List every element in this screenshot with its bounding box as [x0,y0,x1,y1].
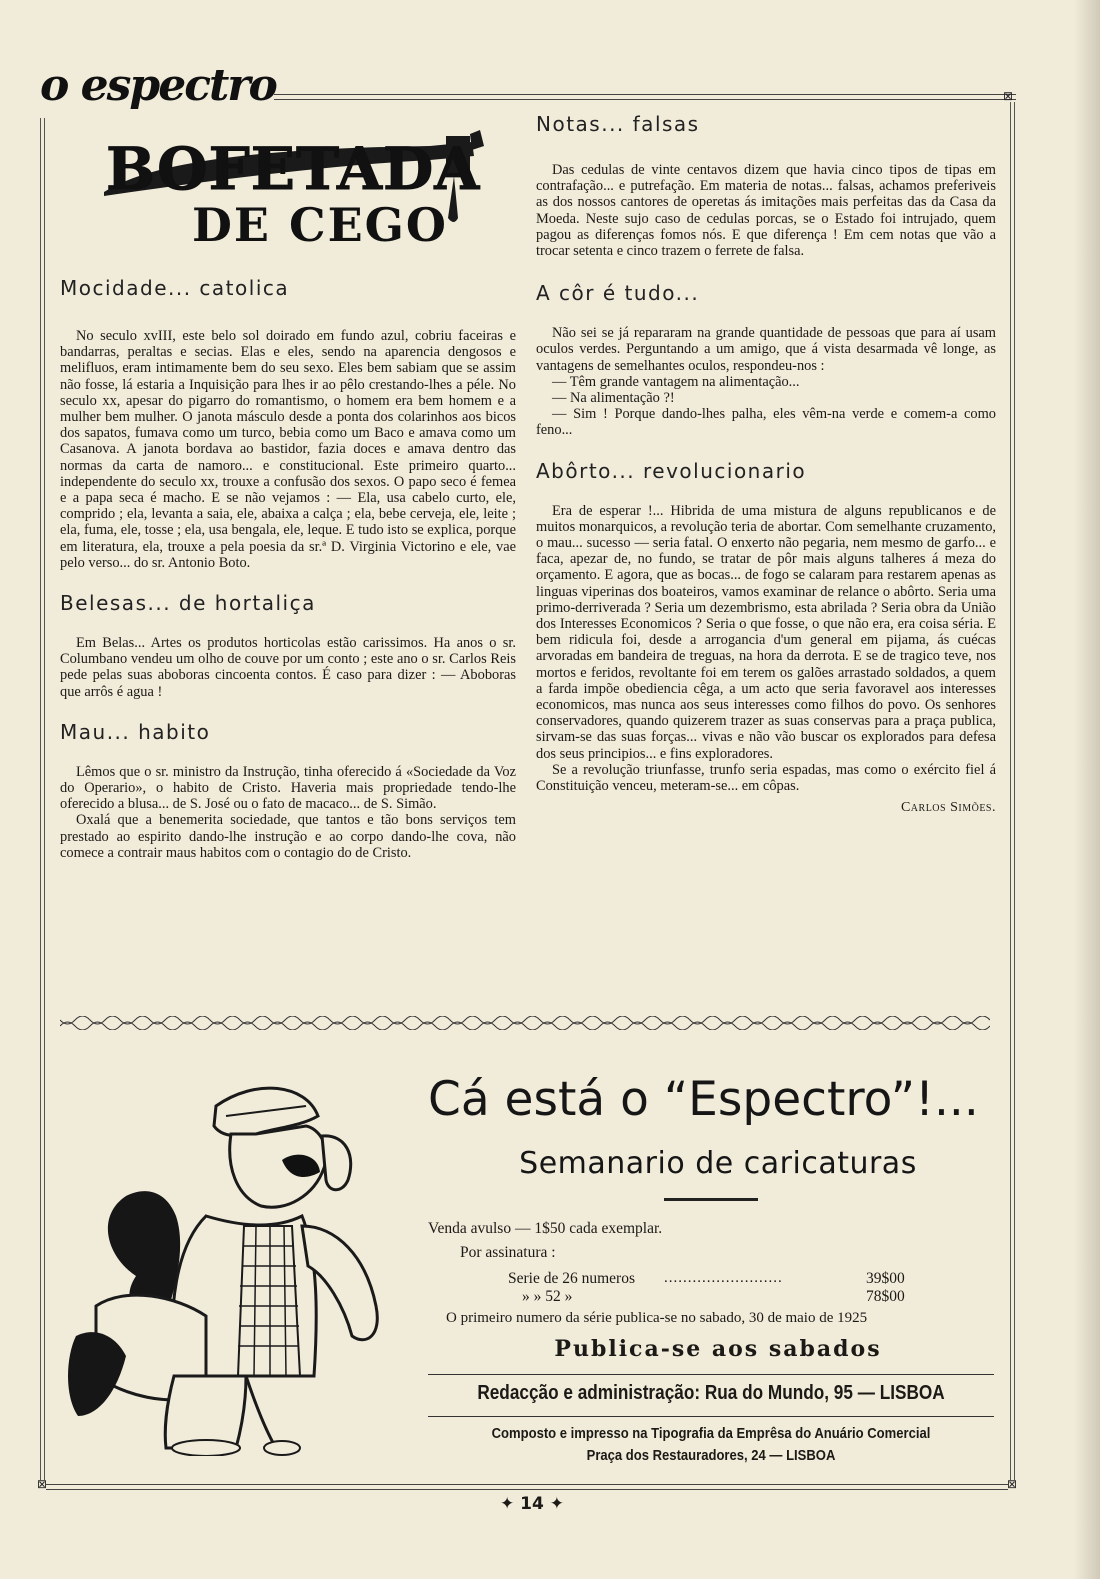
dialogue-line: — Na alimentação ?! [552,390,675,407]
ad-leader-dots: ......................... [664,1270,783,1286]
title-art [100,126,490,256]
corner-ornament-icon: ⊠ [36,1477,48,1491]
ad-assinatura-label: Por assinatura : [460,1244,556,1261]
ad-serie-52-price: 78$00 [866,1288,905,1305]
section-paragraph: Das cedulas de vinte centavos dizem que havia cinco tipos de tipas em contrafação... e putrefação. Em materia de notas... falsas, achamos preferiveis as dos nossos cantores de operetas ás imitações mais perfeitas das da Casa da Moeda. Neste sujo caso de cedulas porcas, se o Estado foi intrujado, quem pagou as diferenças fomos nós. E que diferença ! Em cem notas que vão a trocar setenta e cinco trazem o ferrete de falsa. [536,162,996,260]
wavy-divider [60,1016,990,1030]
section-paragraph: Era de esperar !... Hibrida de uma mistura de alguns republicanos e de muitos monarquicos, a revolução teria de abortar. Com semelhante cruzamento, o mau... sucesso — seria fatal. O enxerto não pegaria, nem mesmo de garfo... e faca, apezar de, no fundo, se tratar de pôr mais alguns talheres á meza do orçamento. E agora, que as bocas... de fogo se calaram para restarem apenas as linguas viperinas dos boateiros, vamos examinar de relance o abôrto. Seria uma primo-derriverada ? Seria um dezembrismo, esta abrilada ? Seria obra da União dos Interesses Economicos ? Seria o que fosse, o que não era, era coisa séria. E bem ridicula foi, desde a arrogancia d'um general em pijama, ás cuécas arvoradas em bandeira de treguas, na hora da derrota. E se de tragico teve, nos mortos e feridos, revoltante foi em terem os galões arrastado soldados, a quem a farda impõe obediencia cêga, a um acto que seria favoravel aos interesses economicos, mas nunca aos seus interesses como filhos do povo. Os senhores conservadores, quando quizerem trazer as suas conservas para a praça publica, sirvam-se das suas forças... vivas e não vão buscar os explorados para defesa dos seus principios... e fins exploradores. [536,502,996,762]
section-paragraph: Oxalá que a benemerita sociedade, que tantos e tão bons serviços tem prestado ao espirito dando-lhe instrução e ao corpo dando-lhe cova, não comece a contrair maus habitos com o contagio do de Cristo. [60,812,516,861]
title-line-1: BOFETADA [106,135,481,203]
author-signature: Carlos Simões. [900,800,996,816]
ad-composto-line-2: Praça dos Restauradores, 24 — LISBOA [586,1448,836,1464]
corner-ornament-icon: ⊠ [1006,1477,1018,1491]
page-edge-shadow [1074,0,1100,1579]
section-cor-e-tudo [536,281,996,438]
section-paragraph: No seculo xvIII, este belo sol doirado em fundo azul, cobriu faceiras e bandarras, peraltas e secias. Elas e eles, sendo na aparencia dengosos e melifluos, eram intimamente bem do seu sexo. Eles bem sabiam que se assim não fosse, lá estaria a Inquisição para lhes ir ao pêlo crestando-lhes a péle. No seculo xx, apesar do pigarro do romantismo, o homem era bem homem e a mulher bem mulher. O janota másculo desde a ponta dos colarinhos aos bicos dos sapatos, fumava como um turco, bebia como um Baco e amava como um Casanova. A janota bordava ao bastidor, fazia doces e amava dentro das normas da carta de namoro... e constitucional. Este primeiro quarto... independente do seculo xx, trouxe a confusão dos sexos. O papo seco é femea e a papa seca é macho. E se não vejamos : — Ela, usa cabelo curto, ele, comprido ; ela, levanta a saia, ele, abaixa a calça ; ela, bebe cerveja, ele, leite ; ela, fuma, ele, tosse ; ela, usa bengala, ele, leque. E tudo isto se explica, porque em literatura, ela, trouxe a pela poesia da sr.ª D. Virginia Victorino e ele, vae pelo verso... do sr. Antonio Boto. [60,328,516,571]
section-aborto [536,459,996,817]
right-frame-line [1010,102,1015,1480]
left-column [60,276,516,861]
ad-title-underline [664,1198,758,1201]
section-heading: Mocidade... catolica [60,276,290,300]
ad-rule [428,1374,994,1375]
section-heading: Mau... habito [60,719,211,744]
section-paragraph: Em Belas... Artes os produtos horticolas estão carissimos. Ha anos o sr. Columbano vendeu um olho de couve por um conto ; este ano o sr. Carlos Reis pede pelas suas aboboras cincoenta contos. É caso para dizer : — Aboboras que arrôs é agua ! [60,635,516,700]
section-belesas [60,591,516,700]
ad-serie-52-label: » » 52 » [522,1288,573,1305]
page-number: ✦ 14 ✦ [500,1494,564,1514]
right-column [536,112,996,816]
section-mocidade [60,276,516,571]
ad-venda-avulso: Venda avulso — 1$50 cada exemplar. [428,1220,663,1237]
ad-subtitle: Semanario de caricaturas [519,1146,917,1181]
masthead: o espectro [40,60,276,111]
ad-composto-line-1: Composto e impresso na Tipografia da Emprêsa do Anuário Comercial [491,1426,931,1442]
title-line-2: DE CEGO [192,198,448,252]
section-heading: Abôrto... revolucionario [536,458,807,483]
ad-serie-26-price: 39$00 [866,1270,905,1287]
section-heading: Notas... falsas [536,112,700,136]
newsboy-illustration [56,1076,406,1456]
left-frame-line [40,118,45,1480]
section-paragraph: Não sei se já repararam na grande quantidade de pessoas que para aí usam oculos verdes. Perguntando a um amigo, que á vista desarmada vê longe, as vantagens de semelhantes oculos, respondeu-nos : [536,325,996,374]
section-mau-habito [60,720,516,861]
ad-rule [428,1416,994,1417]
section-heading: Belesas... de hortaliça [60,591,316,616]
ad-redaccao: Redacção e administração: Rua do Mundo, 95 — LISBOA [477,1382,945,1404]
section-heading: A côr é tudo... [536,281,700,306]
header-rule [274,94,1016,100]
corner-ornament-icon: ⊠ [1002,89,1014,103]
section-notas-falsas [536,112,996,259]
ad-title: Cá está o “Espectro”!... [428,1072,979,1127]
section-paragraph: Lêmos que o sr. ministro da Instrução, tinha oferecido á «Sociedade da Voz do Operario», o habito de Cristo. Haveria mais propriedade tendo-lhe oferecido a blusa... de S. José ou o fato de macaco... de S. Simão. [60,763,516,813]
ad-serie-26-label: Serie de 26 numeros [508,1270,635,1287]
dialogue-line: — Têm grande vantagem na alimentação... [552,373,800,390]
section-paragraph: Se a revolução triunfasse, trunfo seria espadas, mas como o exército fiel á Constituição venceu, meteram-se... em côpas. [536,761,996,795]
ad-primeiro-numero: O primeiro numero da série publica-se no sabado, 30 de maio de 1925 [446,1310,868,1326]
bottom-rule [46,1484,1008,1490]
dialogue-line: — Sim ! Porque dando-lhes palha, eles vêm-na verde e comem-a como feno... [536,406,996,439]
ad-publica-aos-sabados: Publica-se aos sabados [554,1336,882,1362]
